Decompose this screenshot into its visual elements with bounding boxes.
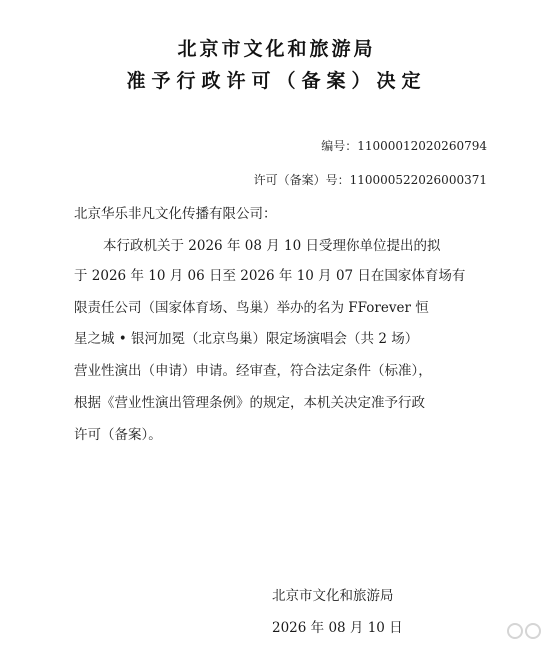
signature-organization: 北京市文化和旅游局 <box>272 588 394 604</box>
body-line: 于 2026 年 10 月 06 日至 2026 年 10 月 07 日在国家体育场有 <box>74 268 466 284</box>
signature-date: 2026 年 08 月 10 日 <box>272 620 403 636</box>
document-number: 编号：11000012020260794 <box>321 139 487 153</box>
watermark-circle-icon <box>525 623 541 639</box>
body-line: 营业性演出（申请）申请。经审查，符合法定条件（标准）， <box>74 363 432 379</box>
recipient-name: 北京华乐非凡文化传播有限公司： <box>74 206 277 222</box>
document-title: 准予行政许可（备案）决定 <box>126 70 427 92</box>
watermark-circle-icon <box>507 623 523 639</box>
body-line: 本行政机关于 2026 年 08 月 10 日受理你单位提出的拟 <box>103 238 441 254</box>
logo-watermark-icon <box>507 623 547 643</box>
issuer-title: 北京市文化和旅游局 <box>177 38 376 60</box>
body-line: 根据《营业性演出管理条例》的规定，本机关决定准予行政 <box>74 395 425 411</box>
body-line: 许可（备案）。 <box>74 427 162 443</box>
permit-number: 许可（备案）号：110000522026000371 <box>253 173 487 187</box>
body-line: 星之城 • 银河加冕（北京鸟巢）限定场演唱会（共 2 场） <box>74 331 419 347</box>
body-line: 限责任公司（国家体育场、鸟巢）举办的名为 FForever 恒 <box>74 300 429 316</box>
